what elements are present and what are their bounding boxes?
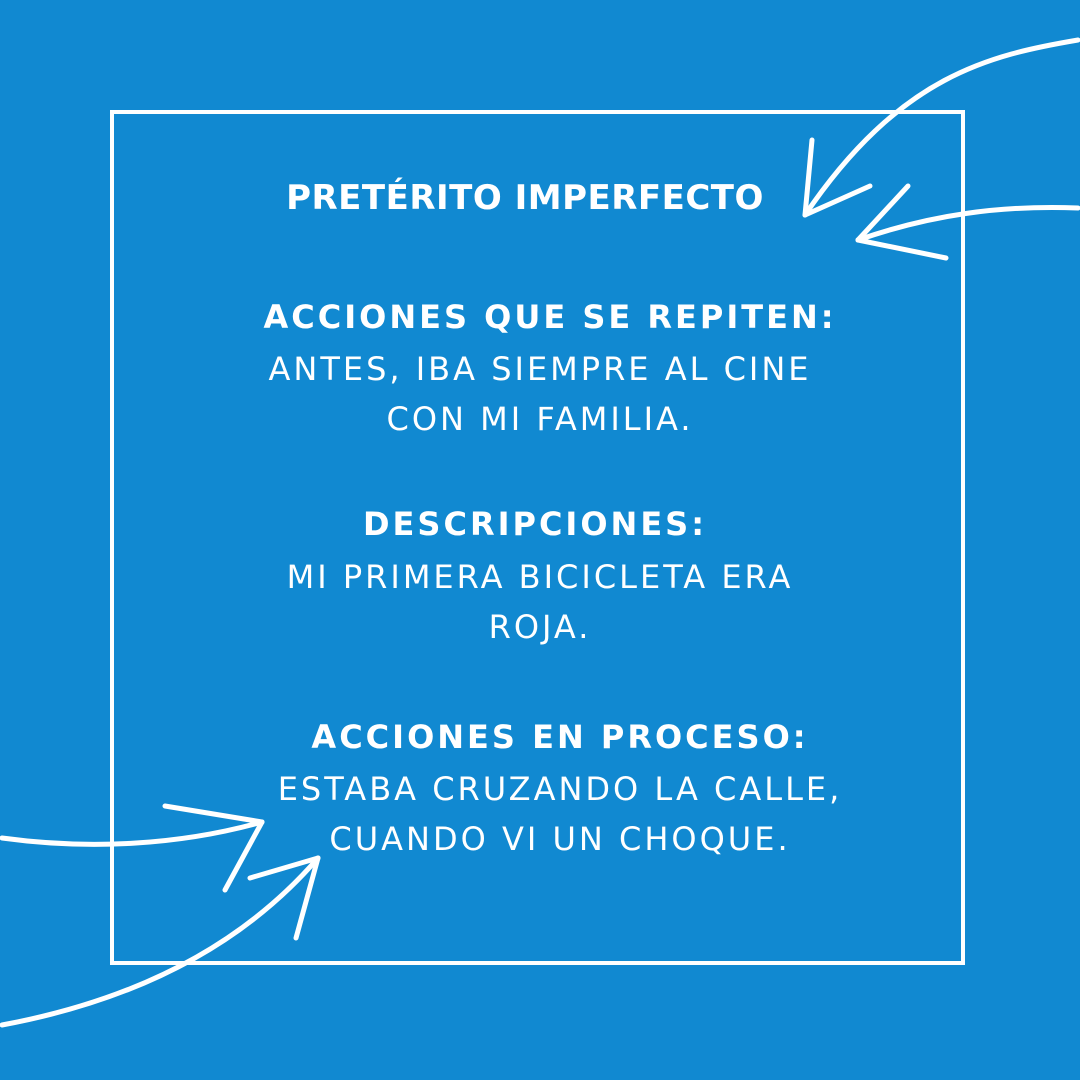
page-title: PRETÉRITO IMPERFECTO bbox=[286, 178, 764, 218]
section-line: ESTABA CRUZANDO LA CALLE, bbox=[277, 770, 843, 808]
section-heading-actions-in-progress: ACCIONES EN PROCESO: bbox=[311, 718, 809, 756]
section-line: CON MI FAMILIA. bbox=[386, 400, 694, 438]
section-heading-descriptions: DESCRIPCIONES: bbox=[362, 505, 708, 543]
section-line: MI PRIMERA BICICLETA ERA bbox=[286, 558, 794, 596]
section-line: ANTES, IBA SIEMPRE AL CINE bbox=[268, 350, 812, 388]
section-line: ROJA. bbox=[488, 608, 592, 646]
section-line: CUANDO VI UN CHOQUE. bbox=[329, 820, 791, 858]
section-heading-repeated-actions: ACCIONES QUE SE REPITEN: bbox=[263, 298, 837, 336]
arrow-icon bbox=[2, 858, 318, 1025]
